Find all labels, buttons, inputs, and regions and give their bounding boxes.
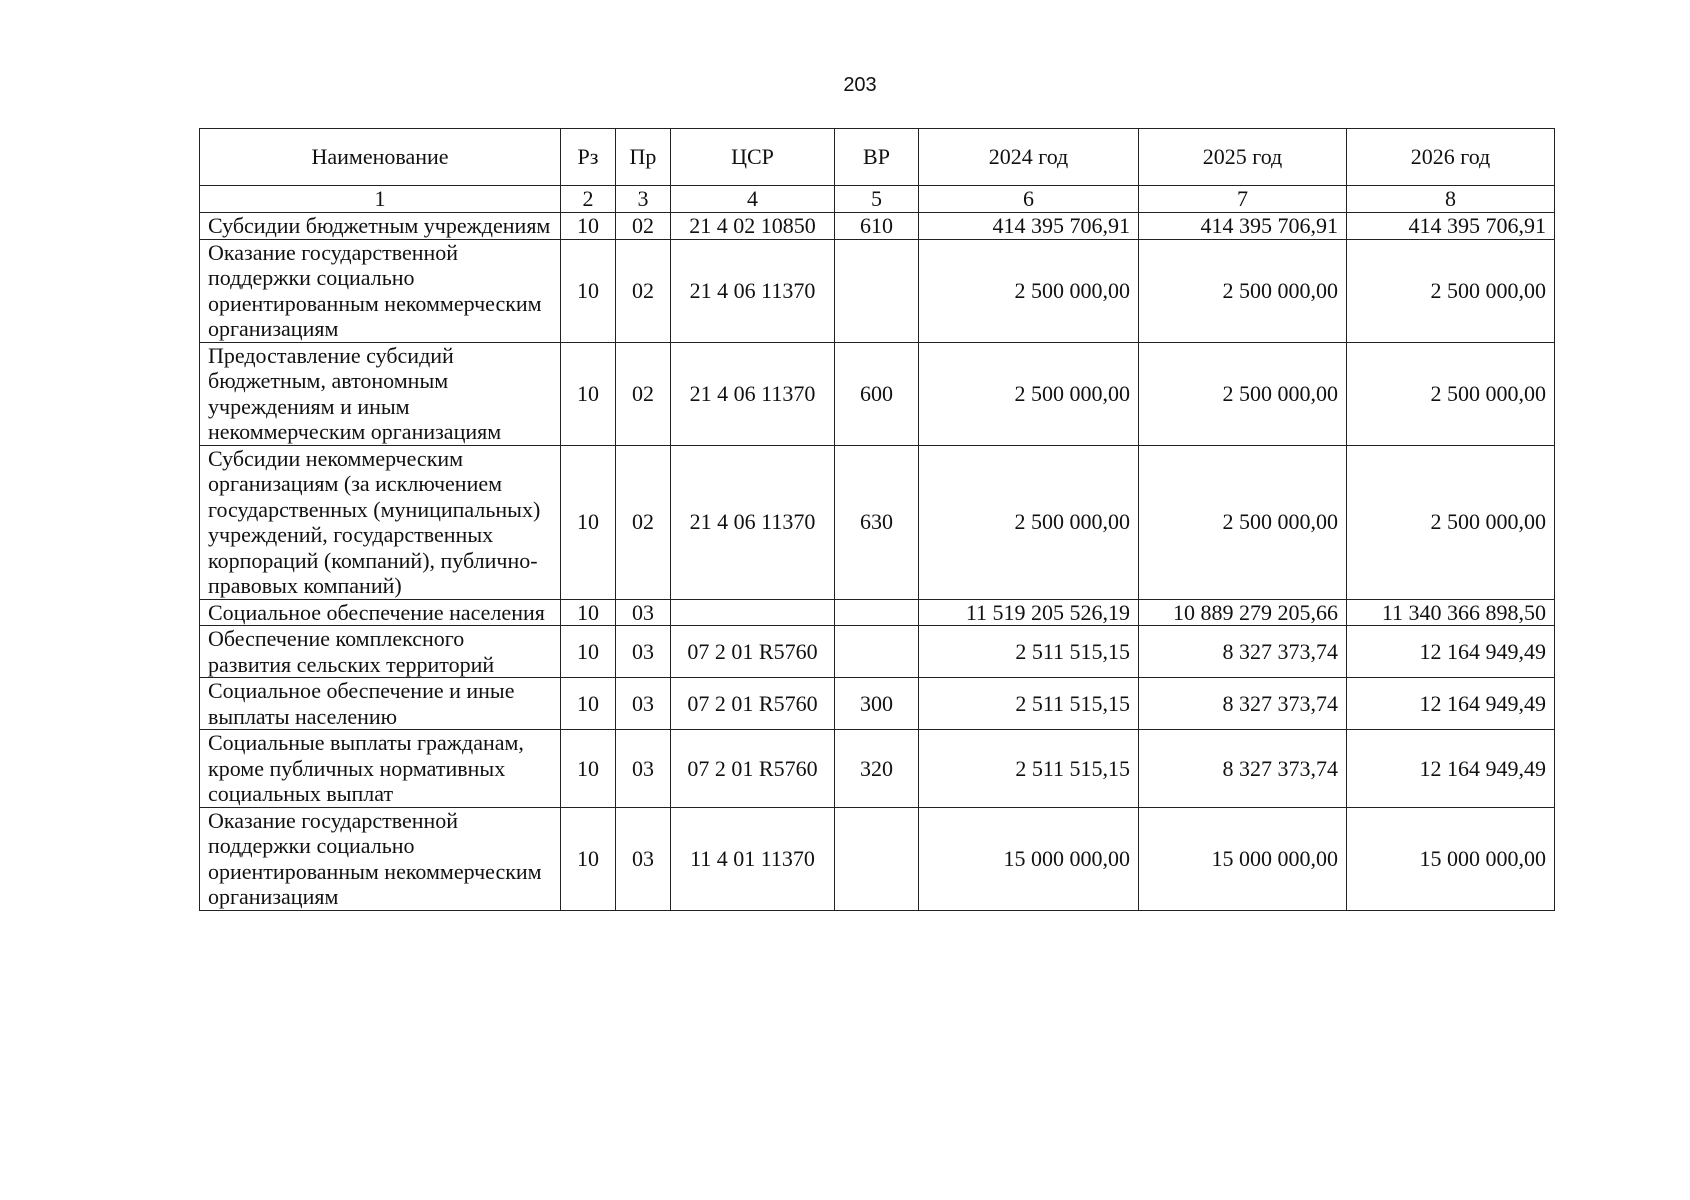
cell-vr: 320 [835, 730, 919, 808]
cell-csr: 07 2 01 R5760 [671, 626, 835, 678]
cell-csr: 21 4 02 10850 [671, 213, 835, 240]
cell-name: Оказание государственной поддержки социально ориентированным некоммерческим организациям [200, 239, 561, 342]
cell-2024: 2 500 000,00 [919, 239, 1139, 342]
cell-vr [835, 807, 919, 910]
cell-rz: 10 [561, 342, 616, 445]
column-number: 2 [561, 186, 616, 213]
cell-2025: 10 889 279 205,66 [1139, 599, 1347, 626]
cell-pr: 02 [616, 213, 671, 240]
cell-csr: 21 4 06 11370 [671, 342, 835, 445]
header-csr: ЦСР [671, 129, 835, 186]
cell-2024: 2 511 515,15 [919, 730, 1139, 808]
table-row [200, 599, 1555, 626]
column-number: 4 [671, 186, 835, 213]
table-row [200, 678, 1555, 730]
header-2025: 2025 год [1139, 129, 1347, 186]
cell-2026: 12 164 949,49 [1347, 626, 1555, 678]
cell-2024: 2 500 000,00 [919, 445, 1139, 599]
cell-2026: 15 000 000,00 [1347, 807, 1555, 910]
table-row [200, 626, 1555, 678]
cell-pr: 02 [616, 342, 671, 445]
cell-name: Социальные выплаты гражданам, кроме публичных нормативных социальных выплат [200, 730, 561, 808]
cell-vr [835, 599, 919, 626]
cell-pr: 02 [616, 445, 671, 599]
cell-name: Субсидии бюджетным учреждениям [200, 213, 561, 240]
cell-2026: 2 500 000,00 [1347, 239, 1555, 342]
header-2026: 2026 год [1347, 129, 1555, 186]
cell-2024: 2 511 515,15 [919, 678, 1139, 730]
column-number: 1 [200, 186, 561, 213]
cell-2025: 8 327 373,74 [1139, 626, 1347, 678]
cell-vr [835, 239, 919, 342]
cell-vr: 630 [835, 445, 919, 599]
table-row [200, 730, 1555, 808]
cell-pr: 02 [616, 239, 671, 342]
cell-rz: 10 [561, 213, 616, 240]
cell-2025: 2 500 000,00 [1139, 239, 1347, 342]
table-row [200, 342, 1555, 445]
cell-2024: 414 395 706,91 [919, 213, 1139, 240]
cell-2026: 12 164 949,49 [1347, 678, 1555, 730]
cell-vr [835, 626, 919, 678]
table-row [200, 445, 1555, 599]
budget-table [199, 128, 1555, 911]
column-number: 5 [835, 186, 919, 213]
header-2024: 2024 год [919, 129, 1139, 186]
cell-name: Обеспечение комплексного развития сельских территорий [200, 626, 561, 678]
column-number: 6 [919, 186, 1139, 213]
cell-2024: 2 511 515,15 [919, 626, 1139, 678]
cell-rz: 10 [561, 807, 616, 910]
cell-2026: 2 500 000,00 [1347, 342, 1555, 445]
cell-csr [671, 599, 835, 626]
header-pr: Пр [616, 129, 671, 186]
cell-2024: 2 500 000,00 [919, 342, 1139, 445]
cell-vr: 600 [835, 342, 919, 445]
cell-rz: 10 [561, 730, 616, 808]
cell-name: Социальное обеспечение и иные выплаты населению [200, 678, 561, 730]
cell-pr: 03 [616, 599, 671, 626]
cell-csr: 21 4 06 11370 [671, 445, 835, 599]
cell-rz: 10 [561, 599, 616, 626]
cell-name: Социальное обеспечение населения [200, 599, 561, 626]
cell-name: Субсидии некоммерческим организациям (за исключением государственных (муниципальных) учреждений, государственных корпораций (компаний), публично-правовых компаний) [200, 445, 561, 599]
cell-2025: 2 500 000,00 [1139, 445, 1347, 599]
cell-csr: 07 2 01 R5760 [671, 678, 835, 730]
table-row [200, 807, 1555, 910]
cell-vr: 300 [835, 678, 919, 730]
table-header-row [200, 129, 1555, 186]
cell-rz: 10 [561, 626, 616, 678]
cell-csr: 21 4 06 11370 [671, 239, 835, 342]
column-number: 3 [616, 186, 671, 213]
cell-pr: 03 [616, 807, 671, 910]
cell-rz: 10 [561, 239, 616, 342]
cell-csr: 11 4 01 11370 [671, 807, 835, 910]
cell-2025: 8 327 373,74 [1139, 678, 1347, 730]
cell-name: Предоставление субсидий бюджетным, автономным учреждениям и иным некоммерческим организациям [200, 342, 561, 445]
cell-pr: 03 [616, 626, 671, 678]
cell-rz: 10 [561, 678, 616, 730]
cell-2026: 2 500 000,00 [1347, 445, 1555, 599]
cell-2025: 15 000 000,00 [1139, 807, 1347, 910]
cell-2026: 11 340 366 898,50 [1347, 599, 1555, 626]
cell-2025: 414 395 706,91 [1139, 213, 1347, 240]
column-number: 8 [1347, 186, 1555, 213]
cell-2025: 8 327 373,74 [1139, 730, 1347, 808]
cell-rz: 10 [561, 445, 616, 599]
cell-2024: 15 000 000,00 [919, 807, 1139, 910]
cell-2024: 11 519 205 526,19 [919, 599, 1139, 626]
cell-2025: 2 500 000,00 [1139, 342, 1347, 445]
header-name: Наименование [200, 129, 561, 186]
cell-pr: 03 [616, 678, 671, 730]
header-rz: Рз [561, 129, 616, 186]
cell-2026: 12 164 949,49 [1347, 730, 1555, 808]
header-vr: ВР [835, 129, 919, 186]
column-number-row [200, 186, 1555, 213]
column-number: 7 [1139, 186, 1347, 213]
table-row [200, 239, 1555, 342]
cell-pr: 03 [616, 730, 671, 808]
page-number: 203 [843, 74, 877, 96]
cell-csr: 07 2 01 R5760 [671, 730, 835, 808]
table-row [200, 213, 1555, 240]
cell-vr: 610 [835, 213, 919, 240]
cell-name: Оказание государственной поддержки социально ориентированным некоммерческим организациям [200, 807, 561, 910]
cell-2026: 414 395 706,91 [1347, 213, 1555, 240]
